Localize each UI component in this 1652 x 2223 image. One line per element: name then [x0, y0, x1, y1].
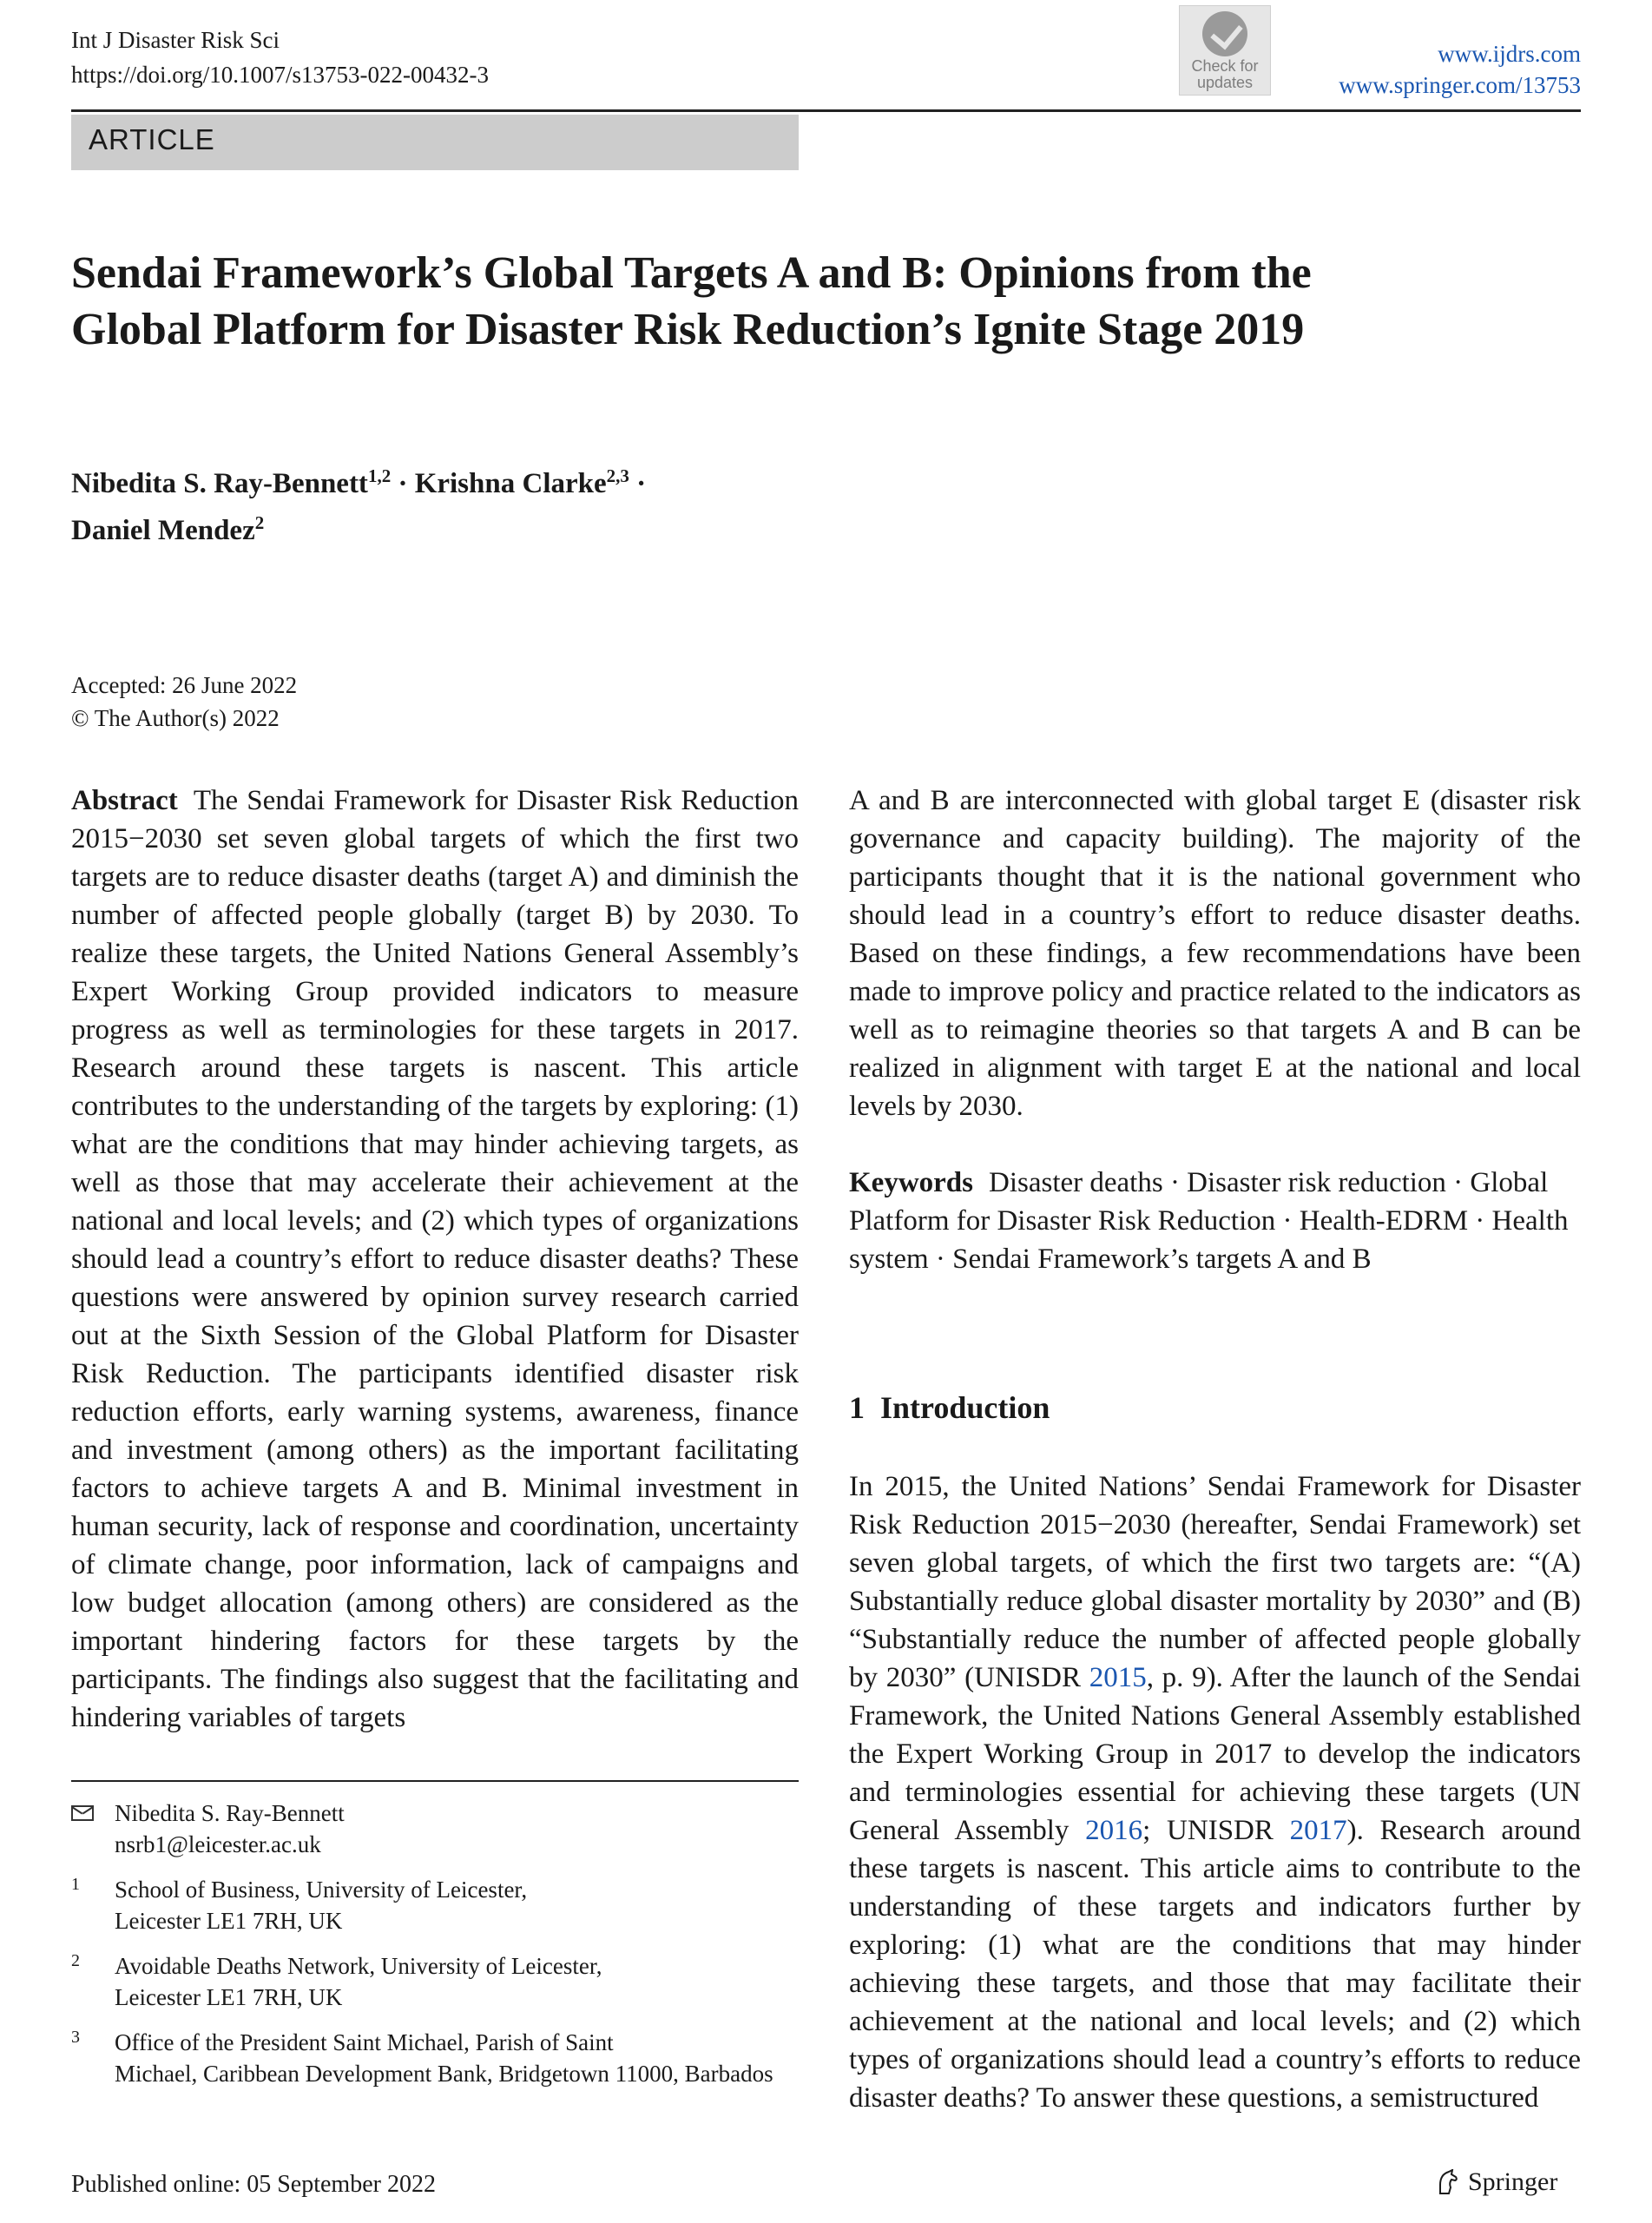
affiliation-mark: 1	[71, 1875, 80, 1894]
corresponding-name: Nibedita S. Ray-Bennett	[115, 1800, 345, 1826]
paper-title: Sendai Framework’s Global Targets A and B: Opinions from the Global Platform for Disaster Risk Reduction’s Ignite Stage 2019	[71, 248, 1312, 354]
article-type-band	[71, 115, 799, 170]
affiliation-line: Avoidable Deaths Network, University of Leicester,	[115, 1953, 602, 1979]
journal-name: Int J Disaster Risk Sci	[71, 27, 280, 53]
badge-label-1: Check for	[1191, 57, 1259, 75]
author-affiliation-mark: 1,2	[367, 465, 392, 486]
section-number: 1	[849, 1390, 865, 1425]
introduction-paragraph	[849, 1468, 1581, 2117]
keywords-label: Keywords	[849, 1167, 973, 1198]
doi-link[interactable]: https://doi.org/10.1007/s13753-022-00432-3	[71, 62, 490, 88]
check-icon	[1202, 11, 1247, 56]
affiliation-line: Leicester LE1 7RH, UK	[115, 1908, 343, 1934]
author-name: Nibedita S. Ray-Bennett	[71, 468, 368, 499]
abstract-label: Abstract	[71, 785, 178, 816]
publisher-logo[interactable]	[1437, 2167, 1557, 2197]
author-separator: ·	[636, 468, 647, 499]
abstract-left-column	[71, 782, 799, 1737]
affiliation-line: Leicester LE1 7RH, UK	[115, 1984, 343, 2010]
affiliation-line: Office of the President Saint Michael, Parish of Saint	[115, 2029, 614, 2055]
published-online: Published online: 05 September 2022	[71, 2171, 436, 2198]
check-for-updates-badge[interactable]	[1179, 5, 1271, 96]
springer-horse-icon	[1437, 2169, 1459, 2195]
section-heading	[849, 1389, 1050, 1426]
footnote-divider	[71, 1780, 799, 1782]
affiliation-mark: 3	[71, 2028, 80, 2047]
affiliation-2	[71, 1950, 799, 2013]
author-affiliation-mark: 2,3	[606, 465, 629, 486]
author-2[interactable]	[414, 465, 629, 499]
abstract-text: The Sendai Framework for Disaster Risk Reduction 2015−2030 set seven global targets of which the first two targets are to reduce disaster deaths (target A) and diminish the number of affected people globally (target B) by 2030. To realize these targets, the United Nations General Assembly’s Expert Working Group provided indicators to measure progress as well as terminologies for these targets in 2017. Research around these targets is nascent. This article contributes to the understanding of the targets by exploring: (1) what are the conditions that may hinder achieving targets, as well as those that may accelerate their achievement at the national and local levels; and (2) which types of organizations should lead a country’s effort to reduce disaster deaths? These questions were answered by opinion survey research carried out at the Sixth Session of the Global Platform for Disaster Risk Reduction. The participants identified disaster risk reduction efforts, early warning systems, awareness, finance and investment (among others) as the important facilitating factors to achieve targets A and B. Minimal investment in human security, lack of response and coordination, uncertainty of climate change, poor information, lack of campaigns and low budget allocation (among others) are considered as the important hindering factors for these targets by the participants. The findings also suggest that the facilitating and hindering variables of targets	[71, 785, 799, 1733]
intro-text: ; UNISDR	[1142, 1815, 1290, 1846]
corresponding-email[interactable]: nsrb1@leicester.ac.uk	[115, 1831, 321, 1857]
abstract-text-continued: A and B are interconnected with global target E (disaster risk governance and capacity building). The majority of the participants thought that it is the national government who should lead in a country’s effort to reduce disaster deaths. Based on these findings, a few recommendations have been made to improve policy and practice related to the indicators as well as to reimagine theories so that targets A and B can be realized in alignment with target E at the national and local levels by 2030.	[849, 785, 1581, 1122]
affiliation-1	[71, 1874, 799, 1936]
affiliation-3	[71, 2027, 799, 2089]
intro-text: , p. 9). After the launch of the Sendai Framework, the United Nations General Assembly established the Expert Working Group in 2017 to develop the indicators and terminologies essential for achieving these targets (UN General Assembly	[849, 1662, 1581, 1846]
envelope-icon	[71, 1805, 94, 1821]
author-separator: ·	[398, 468, 408, 499]
springer-link[interactable]: www.springer.com/13753	[1339, 72, 1581, 98]
author-name: Daniel Mendez	[71, 515, 255, 546]
section-title: Introduction	[880, 1390, 1050, 1425]
journal-links	[1339, 38, 1581, 101]
badge-label-2: updates	[1196, 74, 1254, 91]
author-list	[71, 457, 1026, 551]
citation-link[interactable]: 2016	[1085, 1815, 1143, 1846]
citation-link[interactable]: 2017	[1289, 1815, 1347, 1846]
journal-header	[71, 23, 489, 92]
keywords-text: Disaster deaths · Disaster risk reduction · Global Platform for Disaster Risk Reduction · Health-EDRM · Health system · Sendai Framework’s targets A and B	[849, 1167, 1569, 1275]
author-3[interactable]	[71, 512, 265, 546]
header-divider	[71, 109, 1581, 112]
author-affiliation-mark: 2	[254, 512, 265, 533]
author-name: Krishna Clarke	[414, 468, 607, 499]
abstract-right-column	[849, 782, 1581, 1125]
citation-link[interactable]: 2015	[1089, 1662, 1147, 1693]
ijdrs-link[interactable]: www.ijdrs.com	[1438, 41, 1581, 67]
affiliation-mark: 2	[71, 1951, 80, 1970]
corresponding-author	[71, 1798, 799, 1860]
affiliation-line: Michael, Caribbean Development Bank, Bridgetown 11000, Barbados	[115, 2061, 773, 2087]
publisher-name: Springer	[1468, 2167, 1558, 2196]
affiliation-line: School of Business, University of Leicester,	[115, 1877, 528, 1903]
article-type: ARTICLE	[89, 123, 215, 155]
author-1[interactable]	[71, 465, 392, 499]
copyright-line: © The Author(s) 2022	[71, 705, 280, 731]
article-dates	[71, 669, 297, 735]
intro-text: In 2015, the United Nations’ Sendai Framework for Disaster Risk Reduction 2015−2030 (hereafter, Sendai Framework) set seven global targets, of which the first two targets are: “(A) Substantially reduce global disaster mortality by 2030” and (B) “Substantially reduce the number of affected people globally by 2030” (UNISDR	[849, 1471, 1581, 1693]
keywords-block	[849, 1164, 1581, 1278]
intro-text: ). Research around these targets is nascent. This article aims to contribute to the understanding of these targets and indicators further by exploring: (1) what are the conditions that may hinder achieving these targets, and those that may facilitate their achievement at the national and local levels; and (2) which types of organizations should lead a country’s efforts to reduce disaster deaths? To answer these questions, a semistructured	[849, 1815, 1581, 2114]
accepted-date: Accepted: 26 June 2022	[71, 672, 298, 698]
